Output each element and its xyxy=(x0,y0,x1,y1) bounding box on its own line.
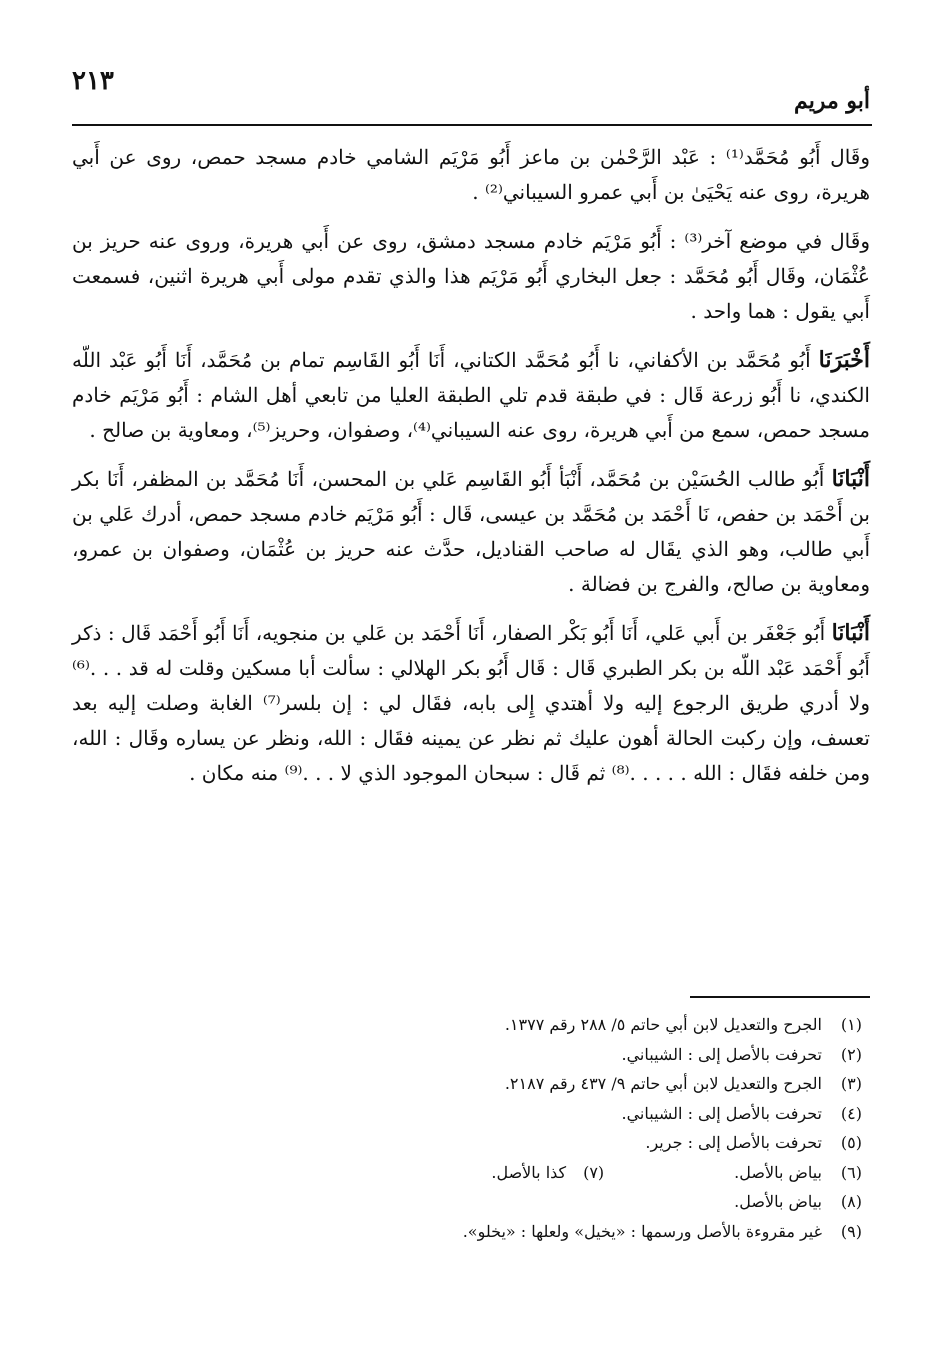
paragraph-text: وقَال أَبُو مُحَمَّد⁽¹⁾ : عَبْد الرَّحْمٰن بن ماعز أَبُو مَرْيَم الشامي خادم مسجد حمص، روى عن أَبي هريرة، روى عنه يَحْيَىٰ بن أَبي عمرو السيباني⁽²⁾ . xyxy=(72,145,871,204)
footnote-text: غير مقروءة بالأصل ورسمها : «يخيل» ولعلها : «يخلو». xyxy=(462,1221,822,1241)
footnote-number: (٤) xyxy=(840,1103,862,1123)
footnote xyxy=(72,1040,862,1070)
footnote-inline xyxy=(491,1158,604,1188)
footnote-number: (٨) xyxy=(840,1192,862,1211)
paragraph xyxy=(72,462,870,602)
page-number: ٢١٣ xyxy=(72,66,114,96)
running-head: أبو مريم xyxy=(794,88,870,114)
footnote-text: الجرح والتعديل لابن أبي حاتم ٥/ ٢٨٨ رقم ١٣٧٧. xyxy=(504,1015,822,1034)
paragraph-text: وقَال في موضع آخر⁽³⁾ : أَبُو مَرْيَم خادم مسجد دمشق، روى عن أَبي هريرة، وروى عنه حريز بن عُثْمَان، وقَال أَبُو مُحَمَّد : جعل البخاري أَبُو مَرْيَم هذا والذي تقدم مولى أَبي هريرة اثنين، فسمعت أَبي يقول : هما واحد . xyxy=(72,229,870,323)
paragraph-text: أَبُو جَعْفَر بن أَبي عَلي، أَنَا أَبُو بَكْر الصفار، أَنَا أَحْمَد بن عَلي بن منجويه، أَنَا أَبُو أَحْمَد قَال : ذكر أَبُو أَحْمَد عَبْد اللّه بن بكر الطبري قَال : قَال أَبُو بكر الهلالي : سألت أبا مسكين وقلت له قد . . .⁽⁶⁾ ولا أدري طريق الرجوع إليه ولا أهتدي إِلى بابه، فقَال لي : إن بلسر⁽⁷⁾ الغابة وصلت إليه بعد تعسف، وإن ركبت الحالة أهون عليك ثم نظر عن يمينه فقَال : الله، ونظر عن يساره وقَال : الله، ومن خلفه فقَال : الله . . . . .⁽⁸⁾ ثم قَال : سبحان الموجود الذي لا . . .⁽⁹⁾ منه مكان . xyxy=(72,621,871,785)
paragraph-text: أَبُو طالب الحُسَيْن بن مُحَمَّد، أَنْبَأ أَبُو القَاسِم عَلي بن المحسن، أَنَا مُحَمَّد بن المظفر، أَنَا بكر بن أَحْمَد بن حفص، نَا أَحْمَد بن مُحَمَّد بن عيسى، قَال : أَبُو مَرْيَم خادم مسجد حمص، أدرك عَلي بن أَبي طالب، وهو الذي يقَال له صاحب القناديل، حدَّث عنه حريز بن عُثْمَان، وصفوان بن عمرو، ومعاوية بن صالح، والفرج بن فضالة . xyxy=(72,467,870,596)
footnote xyxy=(72,1010,862,1040)
footnote-number: (٦) xyxy=(840,1162,862,1182)
paragraph xyxy=(72,343,870,448)
footnote-text: تحرفت بالأصل إلى : الشيباني. xyxy=(621,1044,822,1064)
footnote-number: (١) xyxy=(840,1015,862,1034)
paragraph xyxy=(72,140,870,210)
footnote xyxy=(72,1069,862,1099)
paragraph xyxy=(72,616,870,791)
main-text xyxy=(72,140,870,805)
footnote-text: كذا بالأصل. xyxy=(491,1162,567,1182)
footnote-number: (٥) xyxy=(840,1133,862,1152)
page-header xyxy=(72,66,870,124)
footnote xyxy=(72,1099,862,1129)
header-rule xyxy=(72,124,872,126)
footnote-rule xyxy=(690,996,870,998)
paragraph-lead: أَنْبَانَا xyxy=(831,466,870,492)
footnotes xyxy=(72,1010,862,1246)
footnote xyxy=(72,1217,862,1247)
footnote-text: بياض بالأصل. xyxy=(734,1162,822,1182)
footnote-number: (٣) xyxy=(840,1074,862,1093)
footnote xyxy=(72,1187,862,1217)
paragraph xyxy=(72,224,870,329)
paragraph-lead: أَنْبَانَا xyxy=(831,620,870,646)
paragraph-lead: أَخْبَرَنَا xyxy=(818,347,870,373)
footnote-number: (٢) xyxy=(840,1044,862,1064)
footnote-number: (٧) xyxy=(583,1162,605,1182)
footnote-text: تحرفت بالأصل إلى : جرير. xyxy=(645,1133,822,1152)
footnote-text: تحرفت بالأصل إلى : الشيباني. xyxy=(621,1103,822,1123)
footnote xyxy=(72,1128,862,1158)
footnote xyxy=(72,1158,862,1188)
paragraph-text: أَبُو مُحَمَّد بن الأكفاني، نا أَبُو مُحَمَّد الكتاني، أَنَا أَبُو القَاسِم تمام بن مُحَمَّد، أَنَا أَبُو عَبْد اللّه الكندي، نا أَبُو زرعة قَال : في طبقة قدم تلي الطبقة العليا من تابعي أهل الشام : أَبُو مَرْيَم خادم مسجد حمص، سمع من أَبي هريرة، روى عنه السيباني⁽⁴⁾، وصفوان، وحريز⁽⁵⁾، ومعاوية بن صالح . xyxy=(72,348,870,442)
footnote-text: الجرح والتعديل لابن أبي حاتم ٩/ ٤٣٧ رقم ٢١٨٧. xyxy=(504,1074,822,1093)
footnote-text: بياض بالأصل. xyxy=(734,1192,822,1211)
footnote-number: (٩) xyxy=(840,1221,862,1241)
